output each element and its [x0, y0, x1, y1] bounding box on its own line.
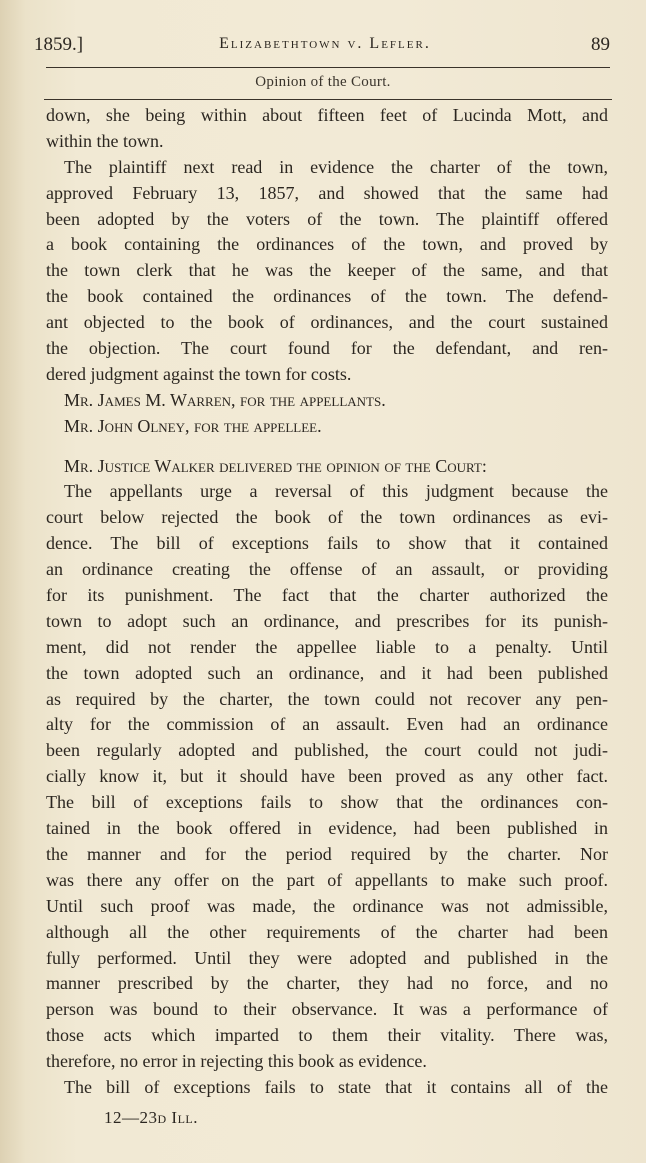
header-rule [46, 67, 610, 68]
text-line: the manner and for the period required by the charter. Nor [46, 843, 608, 864]
text-line: alty for the commission of an assault. Even had an ordinance [46, 714, 608, 735]
text-line: as required by the charter, the town could not recover any pen- [46, 688, 608, 709]
text-line: was there any offer on the part of appellants to make such proof. [46, 869, 608, 890]
text-line: been adopted by the voters of the town. The plaintiff offered [46, 208, 608, 229]
text-line: the town clerk that he was the keeper of the same, and that [46, 260, 608, 281]
text-line: dence. The bill of exceptions fails to show that it contained [46, 533, 608, 554]
text-line: person was bound to their observance. It was a performance of [46, 999, 608, 1020]
text-line: those acts which imparted to them their vitality. There was, [46, 1025, 608, 1046]
subheading-rule [44, 99, 612, 100]
text-line: ment, did not render the appellee liable to a penalty. Until [46, 636, 608, 657]
text-line: The bill of exceptions fails to show that the ordinances con- [46, 792, 608, 813]
text-line: manner prescribed by the charter, they had no force, and no [46, 973, 608, 994]
text-line: approved February 13, 1857, and showed that the same had [46, 182, 608, 203]
text-line: ant objected to the book of ordinances, and the court sustained [46, 312, 608, 333]
section-subheading: Opinion of the Court. [255, 74, 391, 90]
text-line: although all the other requirements of the charter had been [46, 921, 608, 942]
text-line: therefore, no error in rejecting this book as evidence. [46, 1051, 427, 1072]
counsel-line: Mr. James M. Warren, for the appellants. [64, 389, 386, 410]
text-line: the book contained the ordinances of the town. The defend- [46, 286, 608, 307]
text-line: the objection. The court found for the defendant, and ren- [46, 338, 608, 359]
running-header [34, 34, 616, 60]
counsel-line: Mr. John Olney, for the appellee. [64, 415, 322, 436]
text-line: The bill of exceptions fails to state that it contains all of the [64, 1076, 608, 1097]
text-line: Until such proof was made, the ordinance was not admissible, [46, 895, 608, 916]
paragraph-gap [46, 440, 608, 454]
text-line: cially know it, but it should have been proved as any other fact. [46, 766, 608, 787]
text-line: down, she being within about fifteen feet of Lucinda Mott, and [46, 105, 608, 125]
page-body [46, 103, 608, 1101]
text-line: an ordinance creating the offense of an assault, or providing [46, 559, 608, 580]
header-title: Elizabethtown v. Lefler. [219, 35, 431, 52]
text-line: a book containing the ordinances of the town, and proved by [46, 234, 608, 255]
text-line: town to adopt such an ordinance, and prescribes for its punish- [46, 610, 608, 631]
text-line: fully performed. Until they were adopted and published in the [46, 947, 608, 968]
text-line: the town adopted such an ordinance, and it had been published [46, 662, 608, 683]
opinion-intro-line: Mr. Justice Walker delivered the opinion of the Court: [64, 455, 487, 476]
header-year: 1859.] [34, 34, 84, 55]
text-line: for its punishment. The fact that the charter authorized the [46, 585, 608, 606]
signature-mark: 12—23d Ill. [104, 1108, 198, 1127]
text-line: been regularly adopted and published, the court could not judi- [46, 740, 608, 761]
text-line: court below rejected the book of the town ordinances as evi- [46, 507, 608, 528]
text-line: The appellants urge a reversal of this judgment because the [64, 481, 608, 502]
text-line: The plaintiff next read in evidence the charter of the town, [64, 156, 608, 177]
page-number: 89 [591, 34, 610, 55]
text-line: tained in the book offered in evidence, had been published in [46, 818, 608, 839]
text-line: dered judgment against the town for costs. [46, 363, 352, 384]
text-line: within the town. [46, 130, 164, 151]
